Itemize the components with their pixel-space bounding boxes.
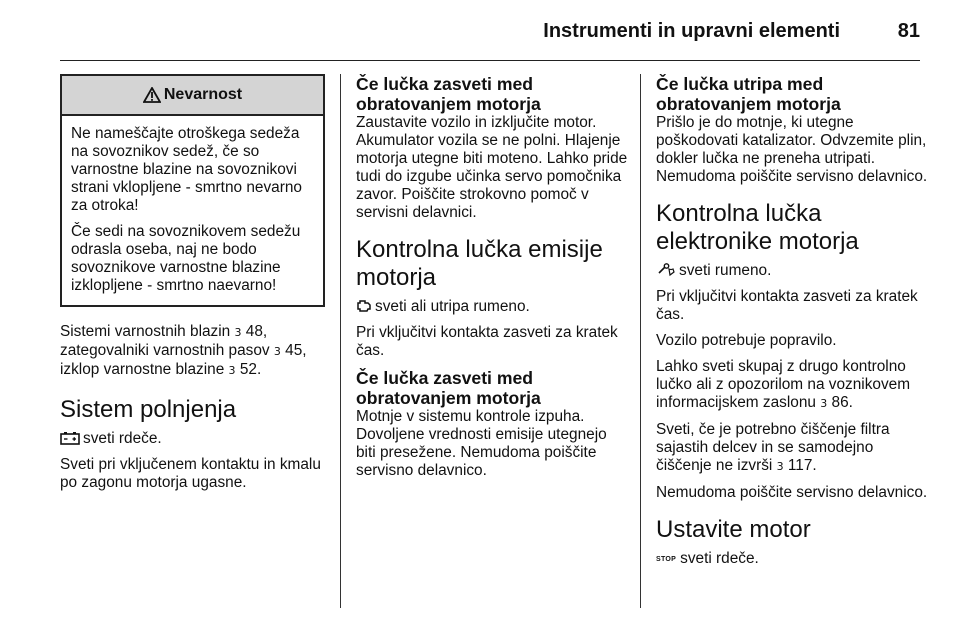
reference-arrow-icon: 3 [776, 460, 784, 473]
danger-box-header [62, 76, 323, 116]
emission-heading: Kontrolna lučka emisije motorja [356, 236, 603, 291]
electronics-status: sveti rumeno. [656, 262, 928, 280]
reference-arrow-icon: 3 [820, 397, 828, 410]
paragraph: Zaustavite vozilo in izključite motor. Akumulator vozila se ne polni. Hlajenje motorja utegne biti moteno. Lahko pride tudi do izgube učinka servo pomočnika zavor. Poiščite strokovno pomoč v servisni delavnici. [356, 114, 628, 221]
charging-status: sveti rdeče. [60, 430, 325, 448]
stop-heading: Ustavite motor [656, 516, 811, 543]
reference-arrow-icon: 3 [234, 326, 242, 339]
paragraph: Pri vključitvi kontakta zasveti za kratek čas. [656, 288, 918, 323]
column-left [60, 74, 325, 500]
page-header [60, 0, 920, 61]
section-title: Instrumenti in upravni elementi [543, 20, 840, 42]
paragraph: Vozilo potrebuje popravilo. [656, 332, 837, 349]
page-number: 81 [897, 20, 920, 42]
paragraph: Lahko sveti skupaj z drugo kontrolno lučko ali z opozorilom na voznikovem informacijskem zaslonu 3 86. [656, 358, 911, 411]
paragraph: Sveti, če je potrebno čiščenje filtra sajastih delcev in se samodejno čiščenje ne izvrši 3 117. [656, 421, 890, 474]
paragraph: Motnje v sistemu kontrole izpuha. Dovoljene vrednosti emisije utegnejo biti presežene. Nemudoma poiščite servisno delavnico. [356, 408, 607, 479]
wrench-car-icon [656, 263, 676, 277]
warning-triangle-icon [143, 87, 161, 103]
column-right [656, 74, 928, 577]
paragraph: Pri vključitvi kontakta zasveti za kratek čas. [356, 324, 618, 359]
battery-icon [60, 431, 80, 445]
danger-box-title: Nevarnost [163, 86, 243, 103]
emission-status: sveti ali utripa rumeno. [356, 298, 628, 316]
cross-references: Sistemi varnostnih blazin 3 48, zategovalniki varnostnih pasov 3 45, izklop varnostne blazine 3 52. [60, 323, 307, 378]
column-divider [340, 74, 341, 608]
stop-icon: STOP [656, 556, 677, 563]
danger-paragraph: Če sedi na sovoznikovem sedežu odrasla oseba, naj ne bodo sovoznikove varnostne blazine izklopljene - smrtno naevarno! [71, 223, 301, 294]
stop-status: STOP sveti rdeče. [656, 550, 759, 567]
charging-heading: Sistem polnjenja [60, 396, 237, 423]
subheading: Če lučka utripa med obratovanjem motorja [656, 74, 841, 114]
danger-box-body [62, 116, 323, 305]
charging-body: Sveti pri vključenem kontaktu in kmalu po zagonu motorja ugasne. [60, 456, 321, 491]
engine-check-icon [356, 299, 372, 313]
paragraph: Prišlo je do motnje, ki utegne poškodovati katalizator. Odvzemite plin, dokler lučka ne preneha utripati. Nemudoma poiščite servisno delavnico. [656, 114, 928, 185]
paragraph: Nemudoma poiščite servisno delavnico. [656, 484, 928, 501]
electronics-heading: Kontrolna lučka elektronike motorja [656, 200, 859, 255]
column-divider [640, 74, 641, 608]
danger-paragraph: Ne nameščajte otroškega sedeža na sovoznikov sedež, če so varnostne blazine na sovoznikovi strani vklopljene - smrtno nevarno za otroka! [71, 125, 302, 214]
danger-box [60, 74, 325, 307]
reference-arrow-icon: 3 [273, 345, 281, 358]
subheading: Če lučka zasveti med obratovanjem motorja [356, 74, 541, 114]
subheading: Če lučka zasveti med obratovanjem motorja [356, 368, 541, 408]
column-middle [356, 74, 628, 488]
reference-arrow-icon: 3 [228, 364, 236, 377]
